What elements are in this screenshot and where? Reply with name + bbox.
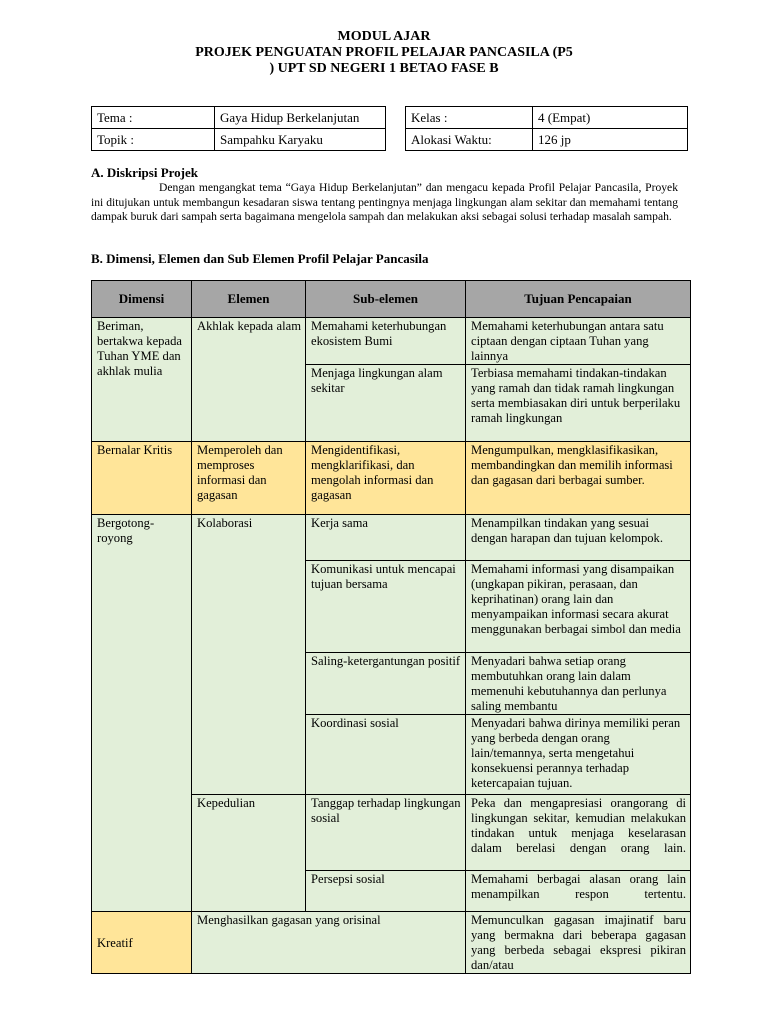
sub-elemen-cell: Komunikasi untuk mencapai tujuan bersama: [306, 561, 466, 653]
header-sub-elemen: Sub-elemen: [306, 281, 466, 318]
section-a-title: A. Diskripsi Projek: [91, 165, 199, 180]
info-label: Alokasi Waktu:: [406, 129, 533, 151]
sub-elemen-cell: Menjaga lingkungan alam sekitar: [306, 365, 466, 442]
elemen-cell: Kolaborasi: [192, 515, 306, 795]
tujuan-cell: Memahami berbagai alasan orang lain menampilkan respon tertentu.: [466, 871, 691, 912]
info-value: Gaya Hidup Berkelanjutan: [215, 107, 386, 129]
sub-elemen-cell: Koordinasi sosial: [306, 715, 466, 795]
elemen-cell: Memperoleh dan memproses informasi dan gagasan: [192, 442, 306, 515]
header-elemen: Elemen: [192, 281, 306, 318]
title-line-3: ) UPT SD NEGERI 1 BETAO FASE B: [269, 61, 499, 76]
sub-elemen-cell: Memahami keterhubungan ekosistem Bumi: [306, 318, 466, 365]
sub-elemen-cell: Saling-ketergantungan positif: [306, 653, 466, 715]
sub-elemen-cell: Kerja sama: [306, 515, 466, 561]
tujuan-cell: Memahami keterhubungan antara satu ciptaan dengan ciptaan Tuhan yang lainnya: [466, 318, 691, 365]
tujuan-cell: Memahami informasi yang disampaikan (ungkapan pikiran, perasaan, dan keprihatinan) orang lain dan menyampaikan informasi secara akurat menggunakan berbagai simbol dan media: [466, 561, 691, 653]
title-line-2: PROJEK PENGUATAN PROFIL PELAJAR PANCASILA (P5: [195, 45, 573, 60]
info-label: Topik :: [92, 129, 215, 151]
sub-elemen-cell: Persepsi sosial: [306, 871, 466, 912]
table-row: [92, 318, 691, 365]
header-tujuan: Tujuan Pencapaian: [466, 281, 691, 318]
info-row-kelas: [406, 107, 688, 129]
section-a-paragraph: [91, 181, 678, 225]
info-label: Kelas :: [406, 107, 533, 129]
table-row: [92, 515, 691, 561]
info-label: Tema :: [92, 107, 215, 129]
section-a-text: Dengan mengangkat tema “Gaya Hidup Berkelanjutan” dan mengacu kepada Profil Pelajar Pancasila, Proyek ini ditujukan untuk membangun kesadaran siswa tentang pentingnya menjaga lingkungan alam sekitar dan memahami tentang dampak buruk dari sampah serta bagaimana mengelola sampah dan melakukan aksi sebagai solusi terhadap masalah sampah.: [91, 181, 678, 223]
tujuan-cell: Memunculkan gagasan imajinatif baru yang bermakna dari beberapa gagasan yang berbeda sebagai ekspresi pikiran dan/atau: [466, 912, 691, 974]
tujuan-cell: Terbiasa memahami tindakan-tindakan yang ramah dan tidak ramah lingkungan serta membiasakan diri untuk berperilaku ramah lingkungan: [466, 365, 691, 442]
info-value: 4 (Empat): [533, 107, 688, 129]
tujuan-cell: Peka dan mengapresiasi orangorang di lingkungan sekitar, kemudian melakukan tindakan untuk menjaga keselarasan dalam berelasi dengan orang lain.: [466, 795, 691, 871]
table-row: [92, 912, 691, 974]
info-value: 126 jp: [533, 129, 688, 151]
table-row: [92, 442, 691, 515]
profil-table: [91, 280, 691, 974]
dimensi-cell: Kreatif: [92, 912, 192, 974]
info-row-alokasi: [406, 129, 688, 151]
info-row-tema: [92, 107, 386, 129]
tujuan-cell: Menyadari bahwa dirinya memiliki peran yang berbeda dengan orang lain/temannya, serta mengetahui konsekuensi perannya terhadap ketercapaian tujuan.: [466, 715, 691, 795]
elemen-cell: Kepedulian: [192, 795, 306, 912]
dimensi-cell: Beriman, bertakwa kepada Tuhan YME dan akhlak mulia: [92, 318, 192, 442]
section-b-title: B. Dimensi, Elemen dan Sub Elemen Profil Pelajar Pancasila: [91, 251, 429, 266]
elemen-cell: Menghasilkan gagasan yang orisinal: [192, 912, 466, 974]
sub-elemen-cell: Mengidentifikasi, mengklarifikasi, dan mengolah informasi dan gagasan: [306, 442, 466, 515]
tujuan-cell: Mengumpulkan, mengklasifikasikan, membandingkan dan memilih informasi dan gagasan dari berbagai sumber.: [466, 442, 691, 515]
title-line-1: MODUL AJAR: [337, 29, 431, 44]
tujuan-cell: Menampilkan tindakan yang sesuai dengan harapan dan tujuan kelompok.: [466, 515, 691, 561]
info-value: Sampahku Karyaku: [215, 129, 386, 151]
sub-elemen-cell: Tanggap terhadap lingkungan sosial: [306, 795, 466, 871]
table-header-row: [92, 281, 691, 318]
dimensi-cell: Bernalar Kritis: [92, 442, 192, 515]
header-dimensi: Dimensi: [92, 281, 192, 318]
info-row-topik: [92, 129, 386, 151]
info-table-right: [405, 106, 688, 151]
elemen-cell: Akhlak kepada alam: [192, 318, 306, 442]
tujuan-cell: Menyadari bahwa setiap orang membutuhkan orang lain dalam memenuhi kebutuhannya dan perlunya saling membantu: [466, 653, 691, 715]
info-table-left: [91, 106, 386, 151]
dimensi-cell: Bergotong-royong: [92, 515, 192, 912]
